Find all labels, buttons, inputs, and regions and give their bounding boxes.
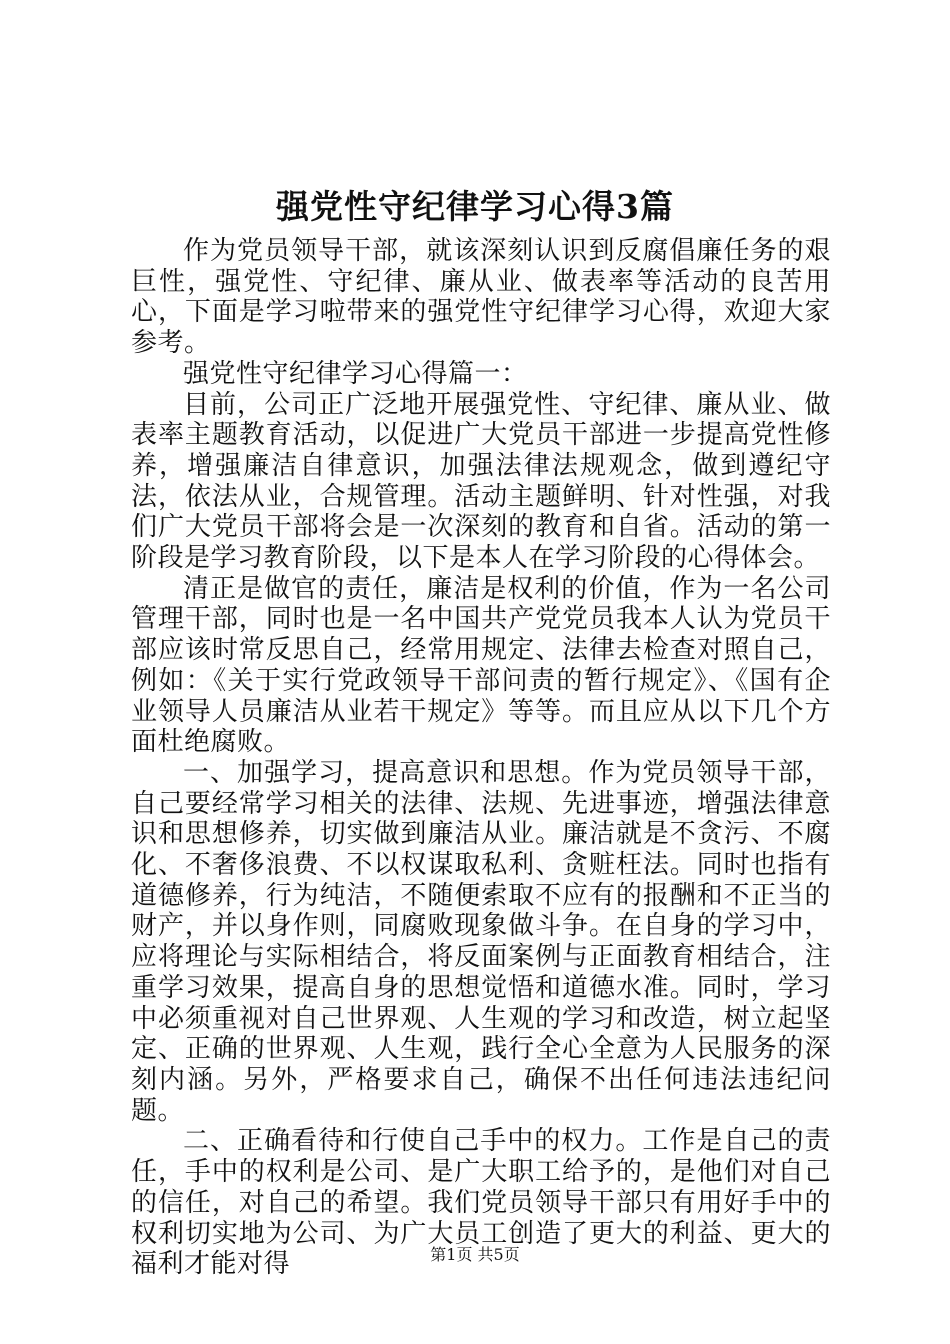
paragraph: 目前，公司正广泛地开展强党性、守纪律、廉从业、做表率主题教育活动，以促进广大党员干部进一步提高党性修养，增强廉洁自律意识，加强法律法规观念，做到遵纪守法，依法从业，合规管理。活动主题鲜明、针对性强，对我们广大党员干部将会是一次深刻的教育和自省。活动的第一阶段是学习教育阶段，以下是本人在学习阶段的心得体会。	[131, 389, 831, 574]
paragraph-intro: 作为党员领导干部，就该深刻认识到反腐倡廉任务的艰巨性，强党性、守纪律、廉从业、做表率等活动的良苦用心，下面是学习啦带来的强党性守纪律学习心得，欢迎大家参考。	[131, 236, 831, 359]
document-title: 强党性守纪律学习心得3篇	[276, 187, 674, 226]
paragraph: 清正是做官的责任，廉洁是权利的价值，作为一名公司管理干部，同时也是一名中国共产党党员我本人认为党员干部应该时常反思自己，经常用规定、法律去检查对照自己，例如：《关于实行党政领导干部问责的暂行规定》、《国有企业领导人员廉洁从业若干规定》等等。而且应从以下几个方面杜绝腐败。	[131, 573, 831, 758]
paragraph: 二、正确看待和行使自己手中的权力。工作是自己的责任，手中的权利是公司、是广大职工给予的，是他们对自己的信任，对自己的希望。我们党员领导干部只有用好手中的权利切实地为公司、为广大员工创造了更大的利益、更大的福利才能对得	[131, 1126, 831, 1280]
paragraph: 一、加强学习，提高意识和思想。作为党员领导干部，自己要经常学习相关的法律、法规、先进事迹，增强法律意识和思想修养，切实做到廉洁从业。廉洁就是不贪污、不腐化、不奢侈浪费、不以权谋取私利、贪赃枉法。同时也指有道德修养，行为纯洁，不随便索取不应有的报酬和不正当的财产，并以身作则，同腐败现象做斗争。在自身的学习中，应将理论与实际相结合，将反面案例与正面教育相结合，注重学习效果，提高自身的思想觉悟和道德水准。同时，学习中必须重视对自己世界观、人生观的学习和改造，树立起坚定、正确的世界观、人生观，践行全心全意为人民服务的深刻内涵。另外，严格要求自己，确保不出任何违法违纪问题。	[131, 757, 831, 1126]
document-body	[131, 236, 831, 1280]
page-number-footer: 第1页 共5页	[430, 1245, 520, 1264]
paragraph-section-heading: 强党性守纪律学习心得篇一：	[183, 358, 528, 389]
